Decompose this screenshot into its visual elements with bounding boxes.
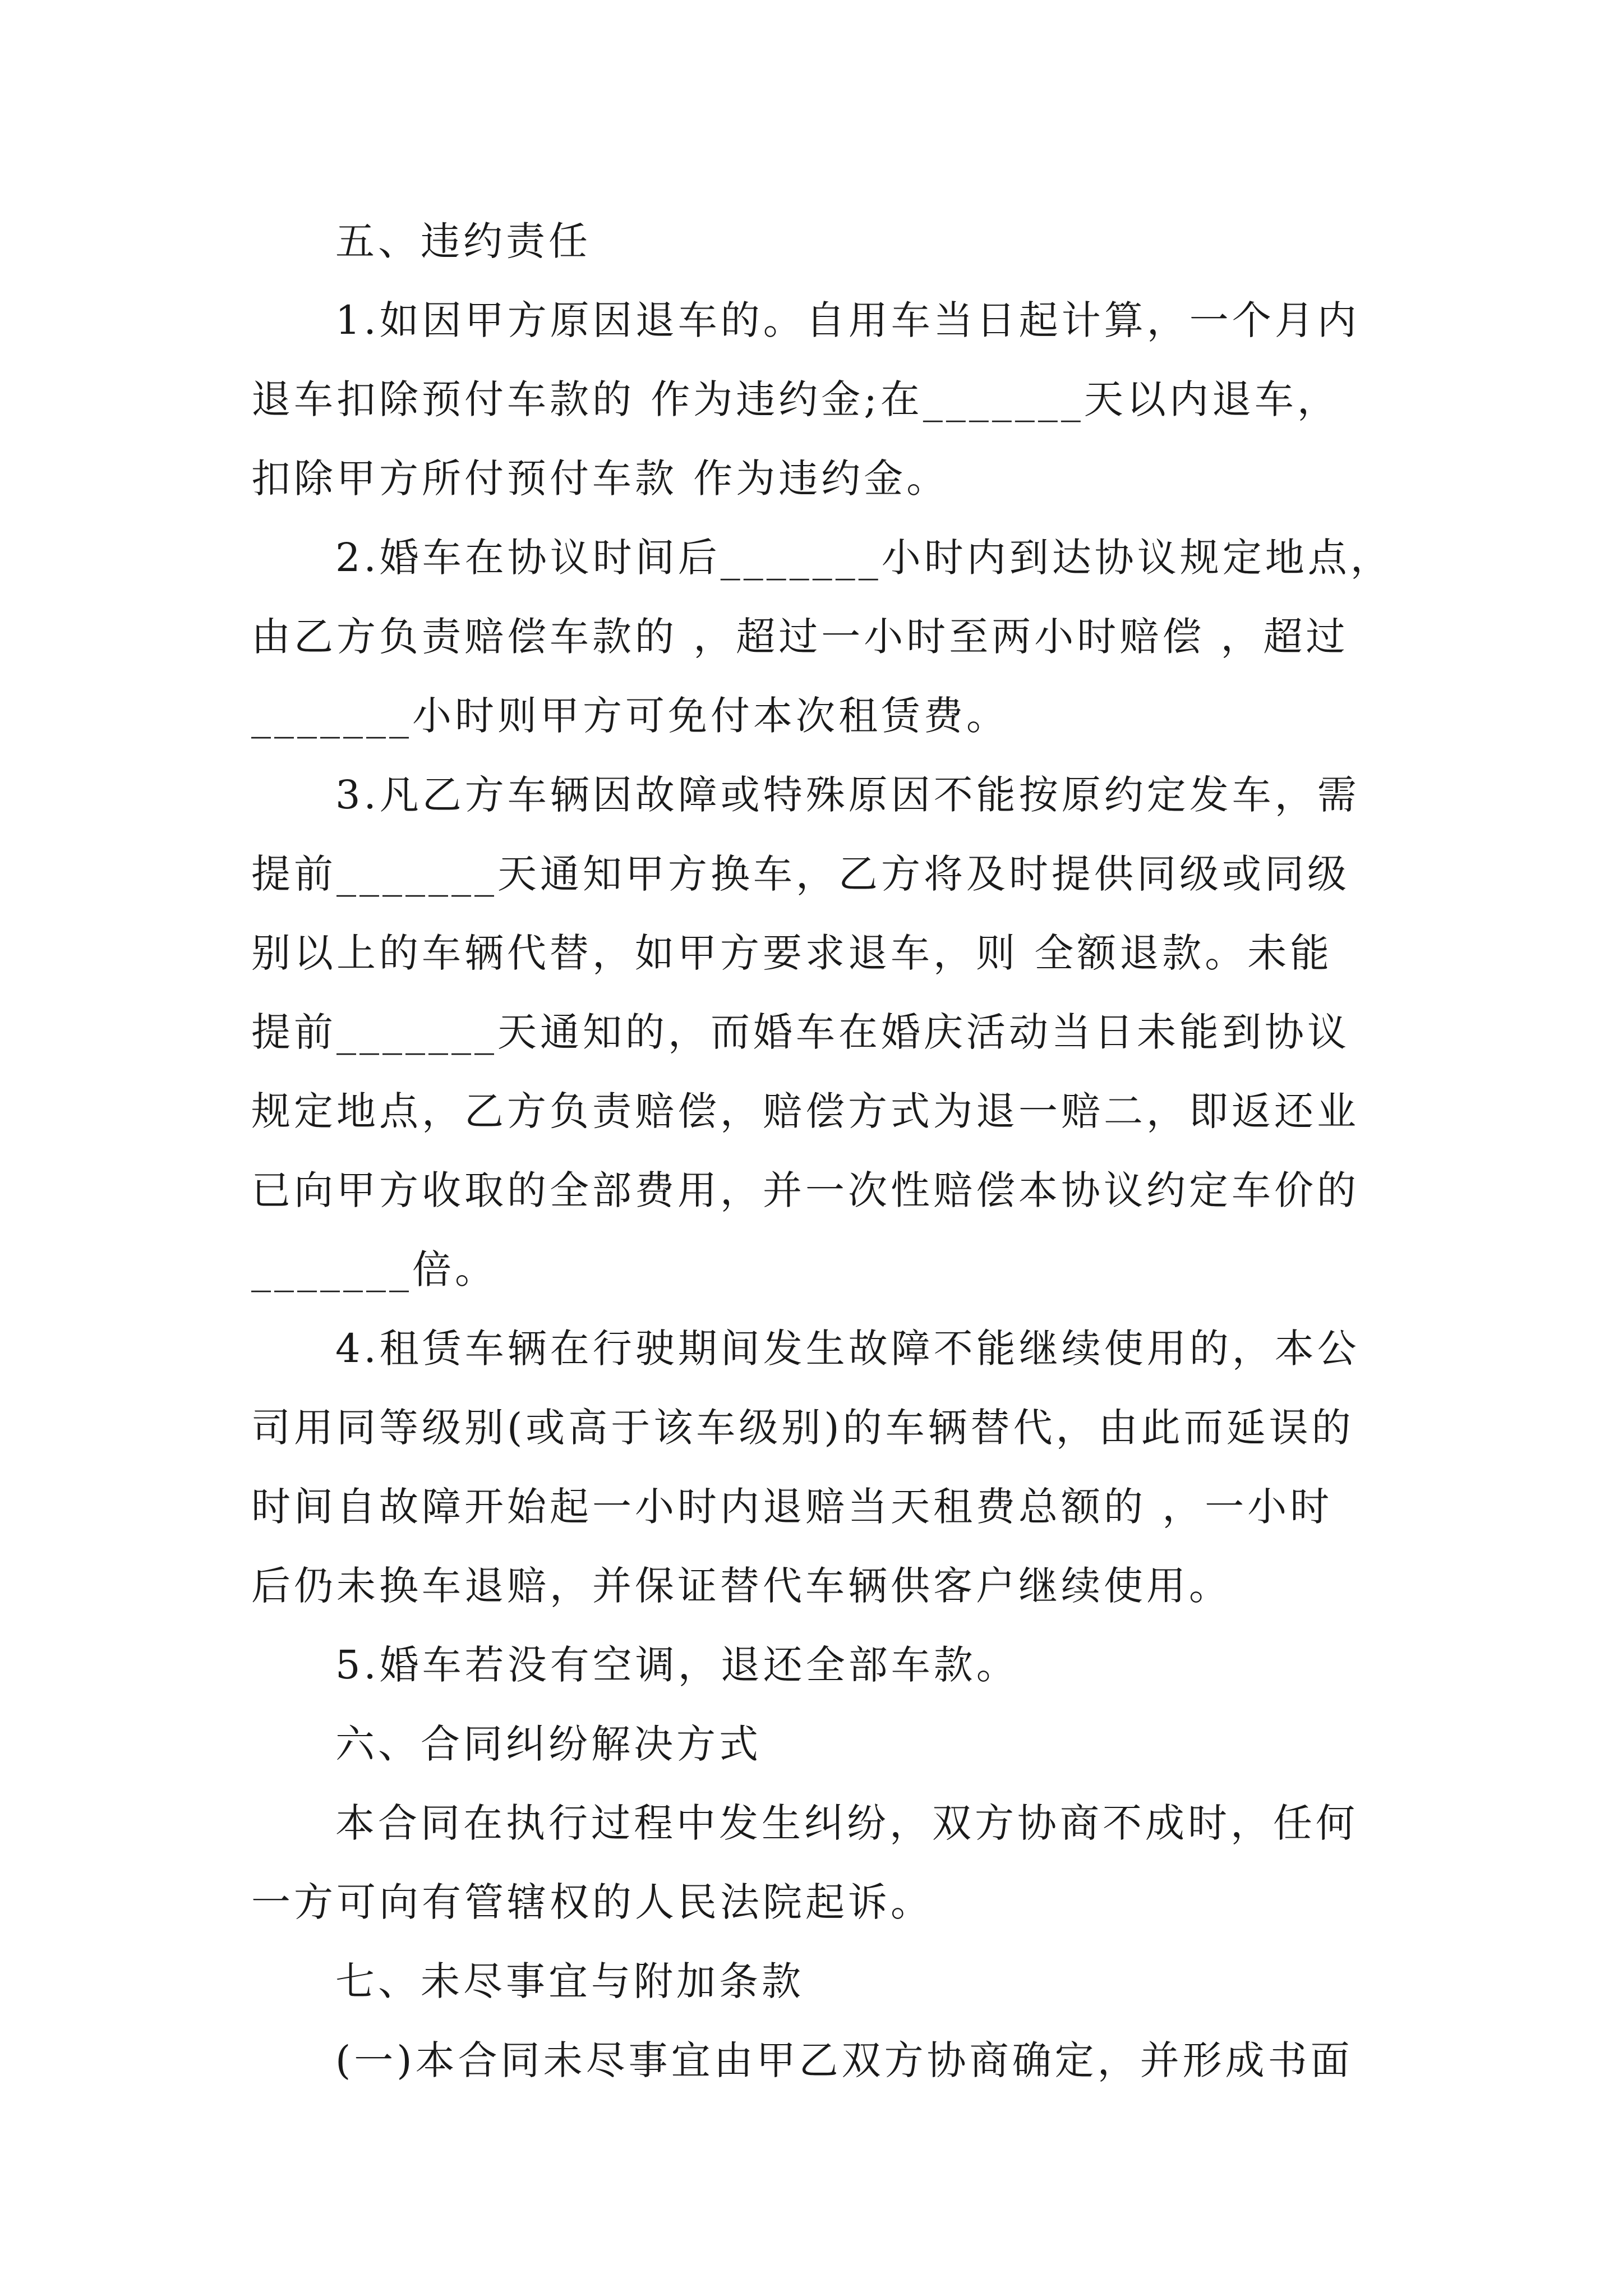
paragraph-line: 5.婚车若没有空调，退还全部车款。 — [335, 1642, 1019, 1688]
paragraph-line: 别以上的车辆代替，如甲方要求退车，则 全额退款。未能 — [251, 930, 1333, 976]
paragraph-line: 后仍未换车退赔，并保证替代车辆供客户继续使用。 — [251, 1563, 1232, 1609]
paragraph-line: (一)本合同未尽事宜由甲乙双方协商确定，并形成书面 — [335, 2037, 1353, 2083]
section-heading-breach-liability: 五、违约责任 — [335, 218, 591, 264]
paragraph-line: 时间自故障开始起一小时内退赔当天租费总额的 ，一小时 — [251, 1484, 1333, 1530]
paragraph-line: 一方可向有管辖权的人民法院起诉。 — [251, 1879, 933, 1925]
document-body — [251, 202, 1393, 2100]
paragraph-line: 提前_______天通知的，而婚车在婚庆活动当日未能到协议 — [251, 1009, 1350, 1055]
paragraph-line: 由乙方负责赔偿车款的 ，超过一小时至两小时赔偿 ，超过 — [251, 614, 1349, 660]
paragraph-line: 提前_______天通知甲方换车，乙方将及时提供同级或同级 — [251, 851, 1350, 897]
paragraph-line: 1.如因甲方原因退车的。自用车当日起计算，一个月内 — [335, 297, 1360, 343]
paragraph-line: _______倍。 — [251, 1246, 497, 1292]
paragraph-line: 司用同等级别(或高于该车级别)的车辆替代，由此而延误的 — [251, 1405, 1354, 1451]
paragraph-line: 已向甲方收取的全部费用，并一次性赔偿本协议约定车价的 — [251, 1167, 1359, 1213]
paragraph-line: 退车扣除预付车款的 作为违约金;在_______天以内退车， — [251, 376, 1340, 422]
paragraph-line: _______小时则甲方可免付本次租赁费。 — [251, 693, 1009, 739]
section-heading-additional-terms: 七、未尽事宜与附加条款 — [335, 1958, 804, 2004]
paragraph-line: 规定地点，乙方负责赔偿，赔偿方式为退一赔二，即返还业 — [251, 1088, 1359, 1134]
paragraph-line: 2.婚车在协议时间后_______小时内到达协议规定地点， — [335, 535, 1393, 581]
paragraph-line: 3.凡乙方车辆因故障或特殊原因不能按原约定发车，需 — [335, 772, 1360, 818]
paragraph-line: 扣除甲方所付预付车款 作为违约金。 — [251, 455, 949, 501]
paragraph-line: 本合同在执行过程中发生纠纷，双方协商不成时，任何 — [335, 1800, 1358, 1846]
section-heading-dispute-resolution: 六、合同纠纷解决方式 — [335, 1721, 762, 1767]
paragraph-line: 4.租赁车辆在行驶期间发生故障不能继续使用的，本公 — [335, 1326, 1360, 1372]
